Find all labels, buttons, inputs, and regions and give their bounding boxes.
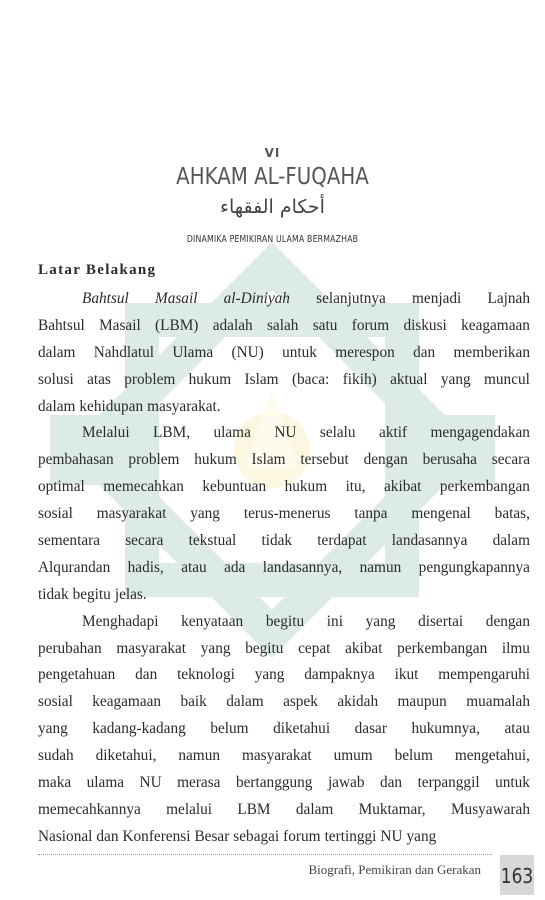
chapter-arabic-title: أحكام الفقهاء [220, 196, 325, 218]
text-line: sosial keagamaan baik dalam aspek akidah maupun muamalah [38, 693, 530, 711]
text-line: Bahtsul Masail al-Diniyah selanjutnya menjadi Lajnah [82, 290, 530, 307]
page-number: 163 [500, 855, 534, 895]
body-text [38, 286, 530, 851]
text-line: optimal memecahkan kebuntuan hukum itu, akibat perkembangan [38, 478, 530, 496]
text-line: maka ulama NU merasa bertanggung jawab dan terpanggil untuk [38, 774, 530, 792]
text-line: Menghadapi kenyataan begitu ini yang disertai dengan [82, 612, 530, 630]
text-line: dalam Nahdlatul Ulama (NU) untuk merespon dan memberikan [38, 343, 530, 361]
text-line: Melalui LBM, ulama NU selalu aktif mengagendakan [82, 424, 530, 442]
section-heading: Latar Belakang [38, 262, 157, 278]
text-line: sudah diketahui, namun masyarakat umum belum mengetahui, [38, 747, 530, 765]
chapter-title: AHKAM AL-FUQAHA [176, 164, 369, 190]
text-line: solusi atas problem hukum Islam (baca: fikih) aktual yang muncul [38, 370, 530, 388]
text-line: tidak begitu jelas. [38, 585, 147, 603]
chapter-number: VI [264, 146, 281, 160]
text-line: sosial masyarakat yang terus-menerus tanpa mengenal batas, [38, 505, 530, 523]
chapter-subtitle: DINAMIKA PEMIKIRAN ULAMA BERMAZHAB [186, 234, 359, 245]
text-line: dalam kehidupan masyarakat. [38, 397, 221, 415]
text-line: Bahtsul Masail (LBM) adalah salah satu forum diskusi keagamaan [38, 316, 530, 334]
text-line: yang kadang-kadang belum diketahui dasar hukumnya, atau [38, 720, 530, 738]
text-line: memecahkannya melalui LBM dalam Muktamar, Musyawarah [38, 800, 530, 818]
text-line: Alqurandan hadis, atau ada landasannya, namun pengungkapannya [38, 558, 530, 576]
text-line: perubahan masyarakat yang begitu cepat akibat perkembangan ilmu [38, 639, 530, 657]
text-line: pengetahuan dan teknologi yang dampaknya ikut mempengaruhi [38, 666, 530, 684]
footer-divider [38, 854, 492, 855]
text-line: pembahasan problem hukum Islam tersebut dengan berusaha secara [38, 451, 530, 469]
running-footer-title: Biografi, Pemikiran dan Gerakan [308, 862, 481, 877]
text-line: sementara secara tekstual tidak terdapat landasannya dalam [38, 532, 530, 550]
text-line: Nasional dan Konferensi Besar sebagai forum tertinggi NU yang [38, 827, 437, 845]
